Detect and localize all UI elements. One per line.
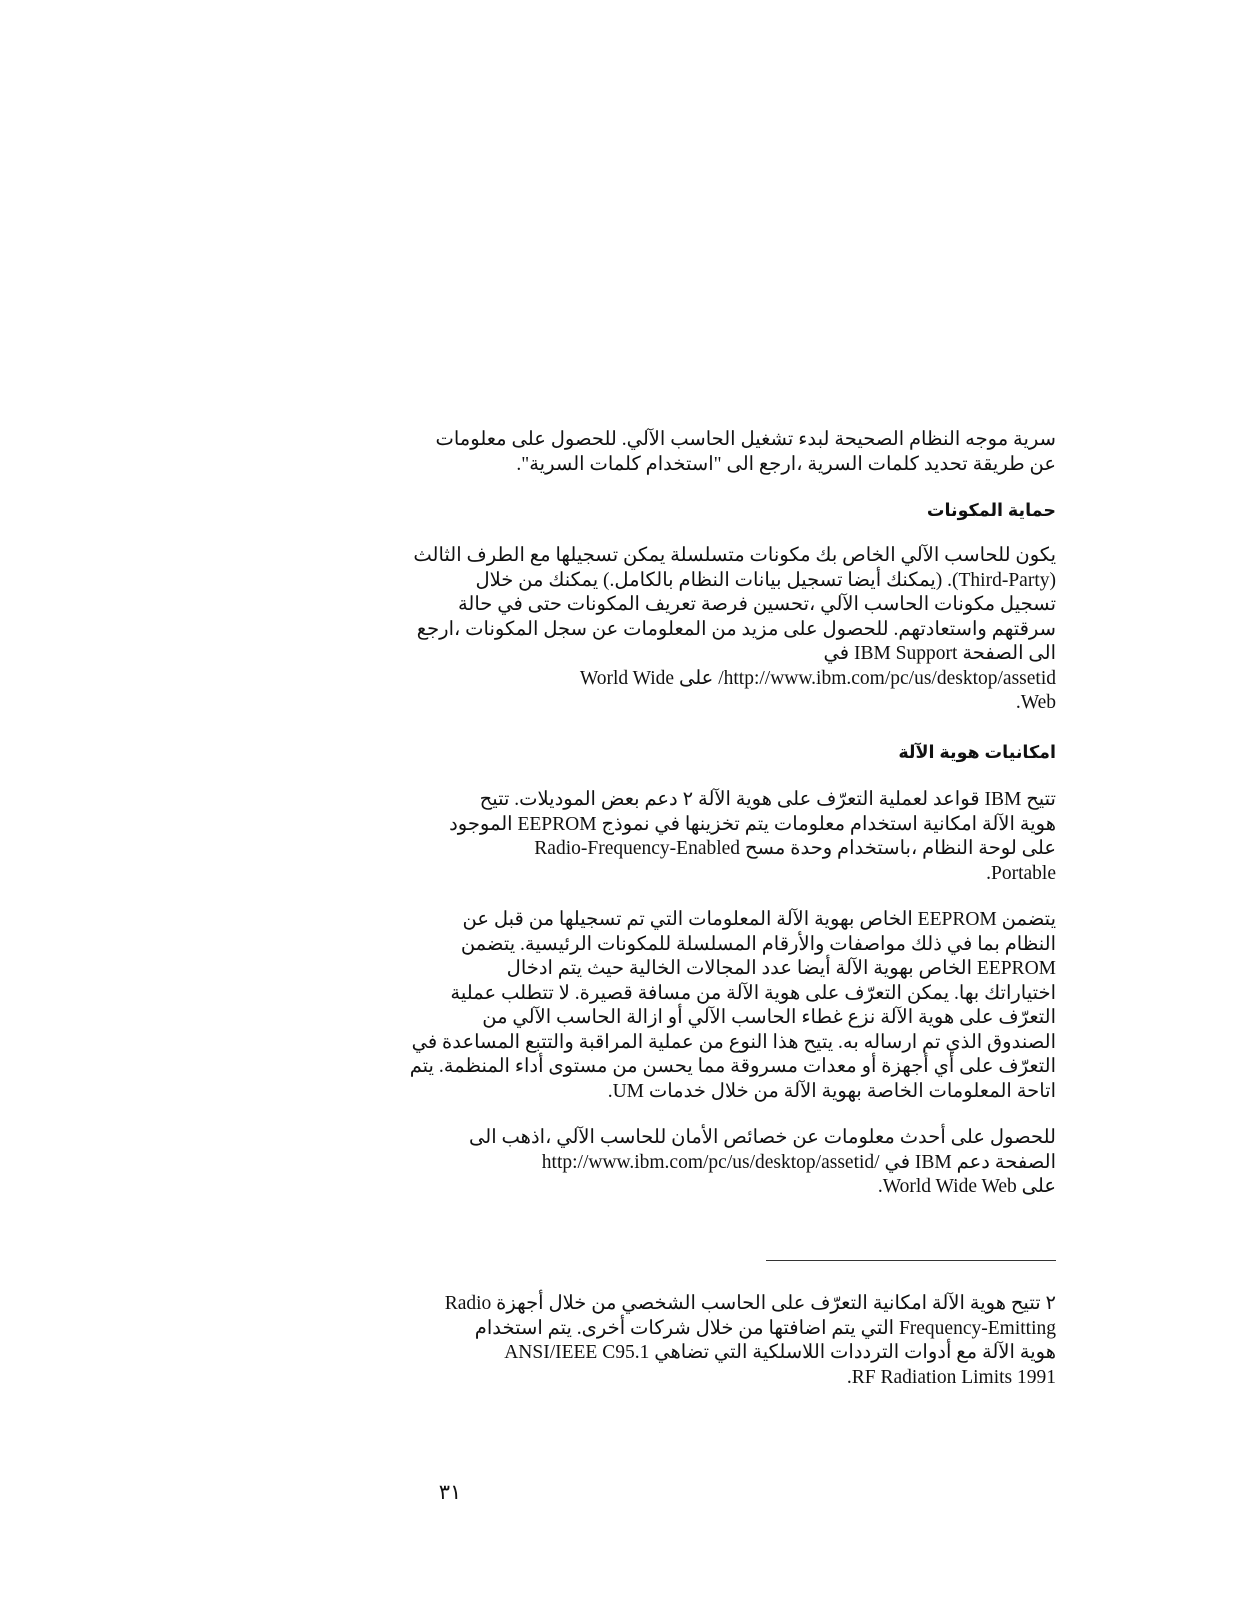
- footnote: [444, 1292, 1056, 1390]
- text-line: (Third-Party). (يمكنك أيضا تسجيل بيانات النظام بالكامل.) يمكنك من خلال: [475, 569, 1056, 591]
- text-line: Frequency-Emitting التي يتم اضافتها من خلال شركات أخرى. يتم استخدام: [474, 1317, 1056, 1339]
- text-line: على World Wide Web.: [877, 1176, 1056, 1197]
- text-line: هوية الآلة امكانية استخدام معلومات يتم تخزينها في نموذج EEPROM الموجود: [449, 813, 1056, 835]
- text-line: النظام بما في ذلك مواصفات والأرقام المسلسلة للمكونات الرئيسية. يتضمن: [460, 933, 1056, 955]
- text-line: الصندوق الذي تم ارساله به. يتيح هذا النوع من عملية المراقبة والتتبع المساعدة في: [411, 1031, 1056, 1053]
- components-paragraph: [413, 544, 1056, 716]
- text-line: ٢ تتيح هوية الآلة امكانية التعرّف على الحاسب الشخصي من خلال أجهزة Radio: [444, 1293, 1056, 1314]
- text-line: سرقتهم واستعادتهم. للحصول على مزيد من المعلومات عن سجل المكونات ،ارجع: [416, 618, 1056, 640]
- text-line: الصفحة دعم IBM في /http://www.ibm.com/pc/us/desktop/assetid: [541, 1151, 1056, 1173]
- text-line: للحصول على أحدث معلومات عن خصائص الأمان للحاسب الآلي ،اذهب الى: [469, 1127, 1056, 1148]
- text-line: سرية موجه النظام الصحيحة لبدء تشغيل الحاسب الآلي. للحصول على معلومات: [435, 429, 1056, 450]
- text-line: اتاحة المعلومات الخاصة بهوية الآلة من خلال خدمات UM.: [607, 1080, 1056, 1102]
- text-line: EEPROM الخاص بهوية الآلة أيضا عدد المجالات الخالية حيث يتم ادخال: [506, 958, 1056, 979]
- text-line: التعرّف على هوية الآلة نزع غطاء الحاسب الآلي أو ازالة الحاسب الآلي من: [482, 1007, 1056, 1028]
- text-line: هوية الآلة مع أدوات الترددات اللاسلكية التي تضاهي ANSI/IEEE C95.1: [504, 1342, 1056, 1363]
- text-line: 1991 RF Radiation Limits.: [846, 1366, 1056, 1388]
- machine-id-paragraph-3: [469, 1126, 1056, 1200]
- text-line: تتيح IBM قواعد لعملية التعرّف على هوية الآلة ٢ دعم بعض الموديلات. تتيح: [479, 789, 1056, 810]
- text-line: التعرّف على أي أجهزة أو معدات مسروقة مما يحسن من مستوى أداء المنظمة. يتم: [409, 1056, 1056, 1077]
- text-line: يكون للحاسب الآلي الخاص بك مكونات متسلسلة يمكن تسجيلها مع الطرف الثالث: [413, 545, 1056, 566]
- text-line: عن طريقة تحديد كلمات السرية ،ارجع الى "استخدام كلمات السرية".: [516, 453, 1056, 475]
- footnote-separator: [766, 1260, 1056, 1261]
- page-number: ٣١: [438, 1480, 462, 1504]
- machine-id-paragraph-2: [409, 908, 1056, 1104]
- text-line: http://www.ibm.com/pc/us/desktop/assetid/ على World Wide: [579, 667, 1056, 689]
- intro-paragraph: [435, 428, 1056, 477]
- text-line: على لوحة النظام ،باستخدام وحدة مسح Radio-Frequency-Enabled: [534, 838, 1056, 859]
- machine-id-paragraph-1: [449, 788, 1056, 886]
- text-line: اختياراتك بها. يمكن التعرّف على هوية الآلة من مسافة قصيرة. لا تتطلب عملية: [450, 982, 1056, 1004]
- text-line: تسجيل مكونات الحاسب الآلي ،تحسين فرصة تعريف المكونات حتى في حالة: [457, 594, 1056, 615]
- text-line: يتضمن EEPROM الخاص بهوية الآلة المعلومات التي تم تسجيلها من قبل عن: [462, 909, 1056, 930]
- text-line: الى الصفحة IBM Support في: [823, 643, 1056, 664]
- text-line: Portable.: [986, 862, 1056, 884]
- section-heading-machine-id: امكانيات هوية الآلة: [898, 742, 1056, 762]
- text-line: Web.: [1015, 692, 1056, 713]
- section-heading-components: حماية المكونات: [926, 500, 1056, 520]
